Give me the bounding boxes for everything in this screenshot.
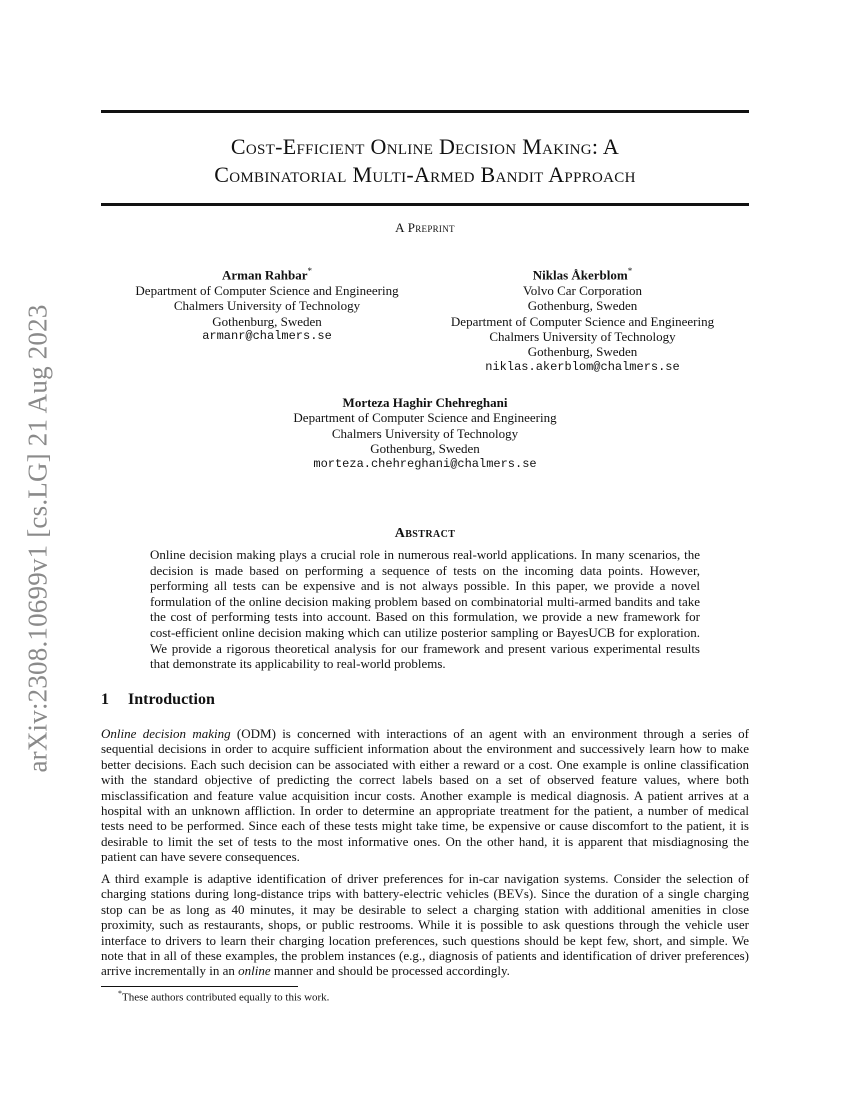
author-affiliation-line: Department of Computer Science and Engineering — [450, 313, 715, 329]
author-affiliation-line: Gothenburg, Sweden — [212, 313, 322, 329]
footnote-rule — [101, 986, 298, 987]
preprint-label: A Preprint — [395, 220, 455, 235]
emphasized-word: online — [238, 963, 271, 979]
author-affiliation-line: Volvo Car Corporation — [523, 282, 642, 298]
author-block-1 — [100, 264, 434, 344]
paragraph-tail: manner and should be processed accordingly. — [270, 963, 510, 979]
paragraph-text: A third example is adaptive identification of driver preferences for in-car navigation systems. Consider the selection of charging stations during long-distance trips with battery-electric vehicles (BEVs). Since the duration of a single charging stop can be as long as 40 minutes, it may be desirable to select a charging station with additional amenities in close proximity, such as restaurants, shops, or public restrooms. While it is possible to ask questions through the vehicle user interface to drivers to learn their charging location preferences, such questions should be kept few, short, and simple. We note that in all of these examples, the problem instances (e.g., diagnosis of patients and identification of driver preferences) arrive incrementally in an — [101, 871, 749, 979]
footnote-mark: * — [118, 989, 122, 998]
intro-paragraph-2 — [101, 871, 749, 979]
arxiv-identifier: arXiv:2308.10699v1 [cs.LG] 21 Aug 2023 — [22, 303, 53, 773]
section-heading — [101, 691, 215, 709]
author-block-3 — [240, 395, 610, 472]
author-name: Morteza Haghir Chehreghani — [342, 395, 508, 410]
author-email[interactable]: niklas.akerblom@chalmers.se — [485, 359, 680, 374]
footnote — [118, 989, 329, 1004]
abstract-heading: Abstract — [394, 526, 456, 541]
author-email[interactable]: morteza.chehreghani@chalmers.se — [313, 456, 537, 471]
title-bottom-rule — [101, 203, 749, 206]
author-email[interactable]: armanr@chalmers.se — [202, 328, 332, 343]
section-title: Introduction — [128, 691, 215, 708]
section-number: 1 — [101, 691, 109, 708]
author-affiliation-line: Department of Computer Science and Engineering — [293, 410, 557, 426]
emphasized-term: Online decision making — [101, 726, 231, 741]
title-top-rule — [101, 110, 749, 113]
paragraph-text: (ODM) is concerned with interactions of an agent with an environment through a series of sequential decisions in order to acquire sufficient information about the environment and successively learn how to make better decisions. Each such decision can be associated with either a reward or a cost. One example is online classification with the standard objective of predicting the correct labels based on a set of observed feature values, where both misclassification and feature value acquisition incur costs. Another example is medical diagnosis. A patient arrives at a hospital with an unknown affliction. In order to determine an appropriate treatment for the patient, a number of medical tests need to be performed. Since each of these tests might take time, be expensive or cause discomfort to the patient, it is desirable to limit the set of tests to the most informative ones. On the other hand, it is apparent that misdiagnosing the patient can have severe consequences. — [101, 726, 749, 865]
arxiv-side-stamp — [8, 288, 68, 788]
author-name: Arman Rahbar* — [221, 266, 313, 283]
title-line-2: Combinatorial Multi-Armed Bandit Approach — [214, 162, 636, 187]
author-affiliation-line: Gothenburg, Sweden — [527, 344, 638, 360]
author-mark: * — [307, 266, 313, 276]
abstract-text: Online decision making plays a crucial role in numerous real-world applications. In many scenarios, the decision is made based on performing a sequence of tests on the incoming data points. However, performing all tests can be expensive and is not always possible. In this paper, we provide a novel formulation of the online decision making problem based on combinatorial multi-armed bandits and take the cost of performing tests into account. Based on this formulation, we provide a new framework for cost-efficient online decision making which can utilize posterior sampling or BayesUCB for exploration. We provide a rigorous theoretical analysis for our framework and present various experimental results that demonstrate its applicability to real-world problems. — [150, 547, 700, 672]
intro-paragraph-1 — [101, 726, 749, 865]
author-affiliation-line: Chalmers University of Technology — [489, 328, 676, 344]
author-block-2 — [430, 264, 735, 375]
author-name: Niklas Åkerblom* — [532, 266, 633, 283]
author-mark: * — [627, 266, 633, 276]
footnote-text: These authors contributed equally to this work. — [122, 991, 330, 1004]
author-affiliation-line: Gothenburg, Sweden — [527, 298, 638, 314]
author-affiliation-line: Department of Computer Science and Engineering — [135, 282, 399, 298]
paper-title — [101, 133, 749, 189]
author-affiliation-line: Chalmers University of Technology — [173, 298, 361, 314]
author-affiliation-line: Gothenburg, Sweden — [370, 441, 480, 457]
author-affiliation-line: Chalmers University of Technology — [331, 425, 519, 441]
title-line-1: Cost-Efficient Online Decision Making: A — [230, 134, 620, 159]
